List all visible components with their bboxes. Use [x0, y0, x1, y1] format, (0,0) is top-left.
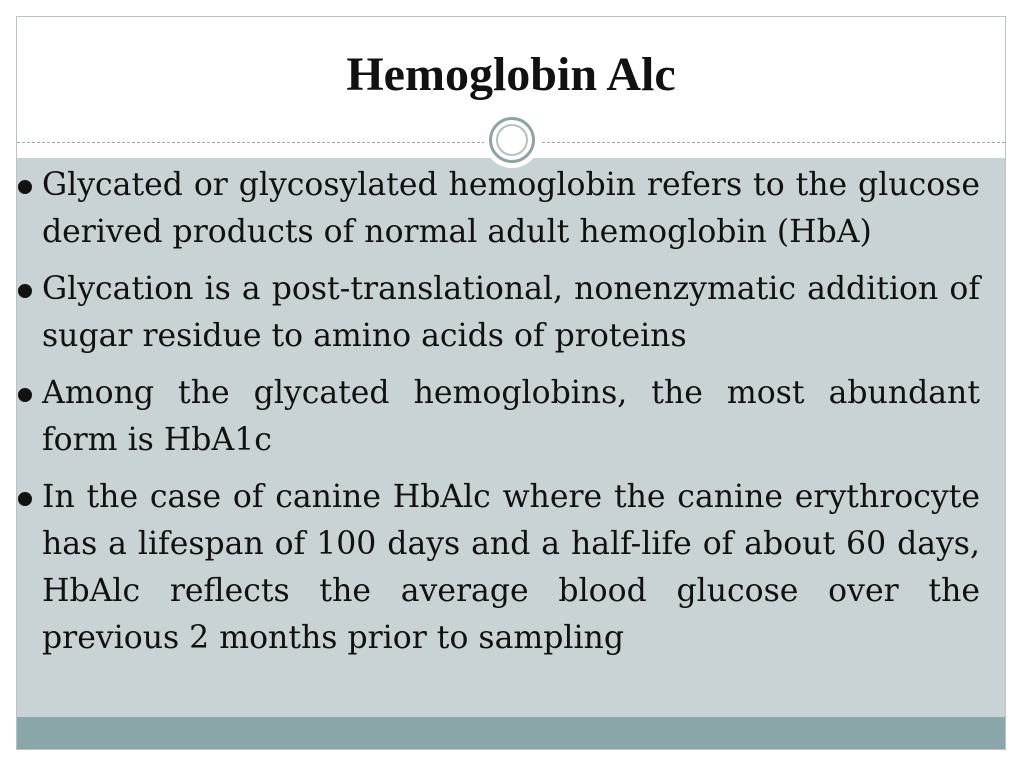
bullet-item	[14, 162, 980, 256]
circle-ornament-icon	[484, 112, 540, 168]
bullet-item	[14, 266, 980, 360]
ornament-inner-ring	[496, 124, 528, 156]
bullet-dot-icon	[18, 180, 32, 194]
bullet-item	[14, 370, 980, 464]
bullet-text: Among the glycated hemoglobins, the most abundant form is HbA1c	[42, 375, 980, 458]
bullet-text: In the case of canine HbAlc where the canine erythrocyte has a lifespan of 100 days and a half-life of about 60 days, HbAlc reflects the average blood glucose over the previous 2 months prior to sampling	[42, 479, 980, 656]
bullet-dot-icon	[18, 284, 32, 298]
bullet-text: Glycation is a post-translational, nonenzymatic addition of sugar residue to amino acids of proteins	[42, 271, 980, 354]
bullet-list	[14, 162, 980, 672]
footer-band	[17, 717, 1005, 750]
bullet-text: Glycated or glycosylated hemoglobin refers to the glucose derived products of normal adult hemoglobin (HbA)	[42, 167, 980, 250]
slide-title: Hemoglobin Alc	[346, 48, 676, 101]
bullet-dot-icon	[18, 492, 32, 506]
bullet-item	[14, 474, 980, 662]
bullet-dot-icon	[18, 388, 32, 402]
ornament-outer-ring	[489, 117, 535, 163]
